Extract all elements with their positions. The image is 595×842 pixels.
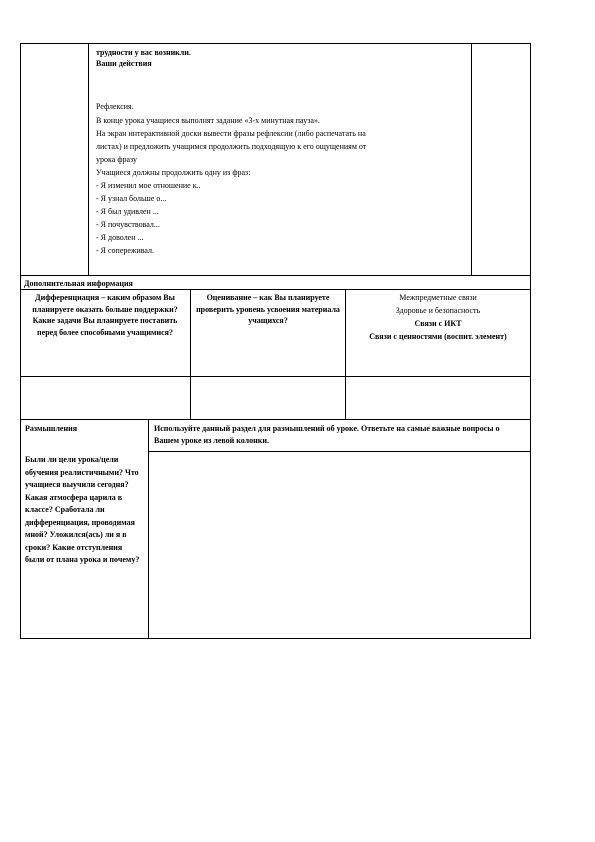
paragraph-line: В конце урока учащиеся выполнят задание «3-х минутная пауза». (96, 116, 320, 125)
health-safety-text: Здоровье и безопасность (395, 306, 481, 315)
paragraph-line: урока фразу (96, 155, 138, 164)
reflection-answer-area[interactable] (149, 452, 530, 638)
cross-curricular-links: Межпредметные связи (399, 293, 477, 302)
phrase-item: - Я доволен ... (96, 233, 144, 242)
reflection-label: Размышления (25, 424, 78, 433)
additional-info-title: Дополнительная информация (24, 279, 133, 288)
values-links: Связи с ценностями (воспит. элемент) (369, 332, 507, 341)
reflection-title: Рефлексия. (96, 102, 134, 111)
actions-text: Ваши действия (96, 59, 152, 68)
phrase-item: - Я почувствовал... (96, 220, 160, 229)
assessment-cell: Оценивание – как Вы планируете проверить уровень усвоения материала учащихся? (196, 293, 340, 325)
phrase-item: - Я был удивлен ... (96, 207, 159, 216)
phrase-item: - Я узнал больше о... (96, 194, 167, 203)
phrase-item: - Я изменил мое отношение к.. (96, 181, 201, 190)
ict-links: Связи с ИКТ (414, 319, 462, 328)
paragraph-line: листах) и предложить учащимся продолжить подходящую к его ощущениям от (96, 142, 367, 151)
paragraph-line: На экран интерактивной доски вывести фразы рефлексии (либо распечатать на (96, 129, 366, 138)
reflection-instruction: Используйте данный раздел для размышлений об уроке. Ответьте на самые важные вопросы о Вашем уроке из левой колонки. (154, 424, 500, 445)
differentiation-cell: Дифференциация – каким образом Вы планируете оказать больше поддержки? Какие задачи Вы планируете поставить перед более способными учащимися? (32, 293, 178, 337)
reflection-questions: Были ли цели урока/цели обучения реалистичными? Что учащиеся выучили сегодня? Какая атмосфера царила в классе? Сработала ли дифференциация, проводимая мной? Уложился(ась) ли я в сроки? Какие отступления были от плана урока и почему? (25, 455, 140, 564)
difficulties-text: трудности у вас возникли. (96, 48, 191, 57)
phrase-item: - Я сопереживал. (96, 246, 155, 255)
paragraph-line: Учащиеся должны продолжить одну из фраз: (96, 168, 251, 177)
